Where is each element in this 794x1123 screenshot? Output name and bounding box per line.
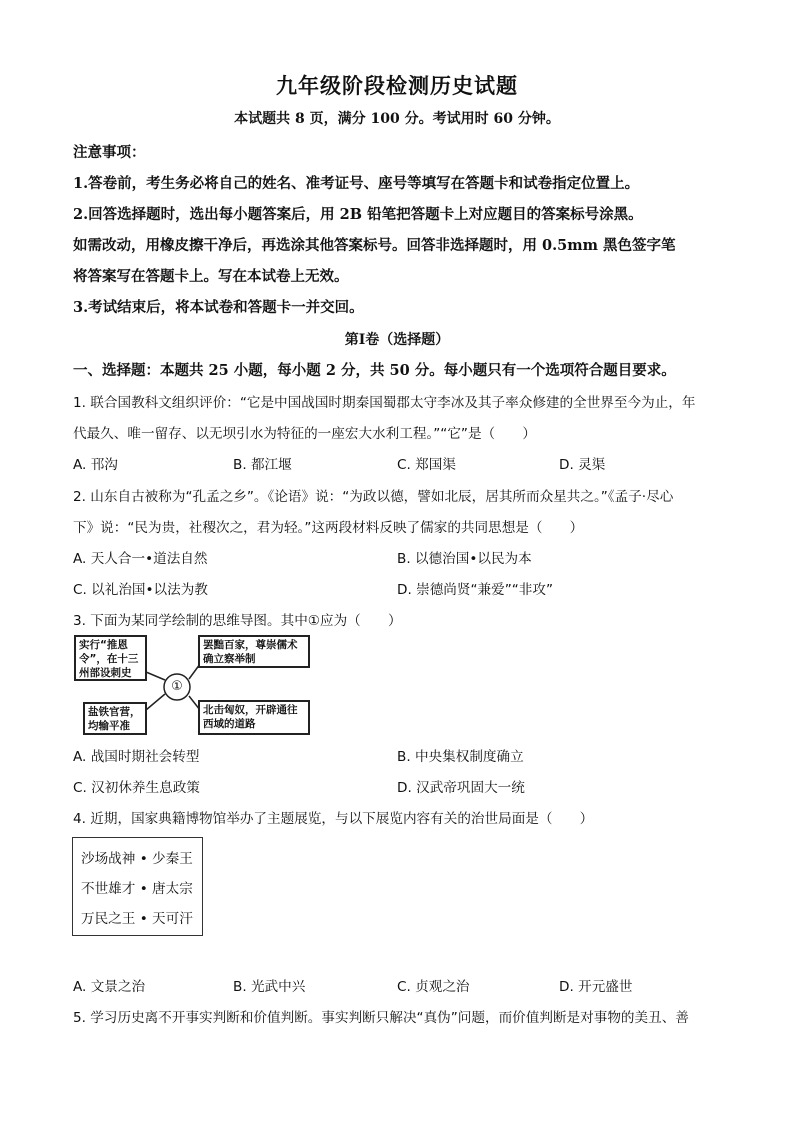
exam-info: 本试题共 8 页，满分 100 分。考试用时 60 分钟。 — [234, 111, 560, 127]
question-1-line: 1. 联合国教科文组织评价：“它是中国战国时期秦国蜀郡太守李冰及其子率众修建的全世界至今为止，年 — [73, 395, 696, 411]
option-d: D. 灵渠 — [559, 457, 606, 473]
mind-map — [73, 634, 311, 738]
exhibition-box — [72, 837, 203, 936]
option-a: A. 天人合一•道法自然 — [73, 551, 208, 567]
question-2-line: 下》说：“民为贵，社稷次之，君为轻。”这两段材料反映了儒家的共同思想是（ ） — [73, 520, 584, 536]
option-c: C. 郑国渠 — [397, 457, 456, 473]
note-line: 1.答卷前，考生务必将自己的姓名、准考证号、座号等填写在答题卡和试卷指定位置上。 — [73, 175, 640, 192]
note-line: 2.回答选择题时，选出每小题答案后，用 2B 铅笔把答题卡上对应题目的答案标号涂黑。 — [73, 206, 643, 223]
note-line: 3.考试结束后，将本试卷和答题卡一并交回。 — [73, 299, 364, 316]
mindmap-node-top-left: 实行“推恩令”，在十三州部设刺史 — [74, 635, 147, 681]
exhibition-line: 不世雄才 • 唐太宗 — [81, 881, 193, 897]
page-title: 九年级阶段检测历史试题 — [276, 74, 518, 98]
section-title: 第Ⅰ卷（选择题） — [344, 332, 450, 348]
option-b: B. 都江堰 — [233, 457, 292, 473]
mindmap-node-bottom-right: 北击匈奴，开辟通往西域的道路 — [198, 700, 310, 735]
option-c: C. 汉初休养生息政策 — [73, 780, 200, 796]
option-b: B. 光武中兴 — [233, 979, 306, 995]
option-a: A. 战国时期社会转型 — [73, 749, 200, 765]
option-b: B. 中央集权制度确立 — [397, 749, 524, 765]
notes-heading: 注意事项： — [73, 144, 146, 161]
option-d: D. 崇德尚贤“兼爱”“非攻” — [397, 582, 554, 598]
note-line: 如需改动，用橡皮擦干净后，再选涂其他答案标号。回答非选择题时，用 0.5mm 黑色签字笔 — [73, 237, 676, 254]
option-a: A. 文景之治 — [73, 979, 146, 995]
question-3-line: 3. 下面为某同学绘制的思维导图。其中①应为（ ） — [73, 613, 402, 629]
mindmap-node-top-right: 罢黜百家，尊崇儒术确立察举制 — [198, 635, 310, 668]
note-line: 将答案写在答题卡上。写在本试卷上无效。 — [73, 268, 349, 285]
option-b: B. 以德治国•以民为本 — [397, 551, 532, 567]
question-5-line: 5. 学习历史离不开事实判断和价值判断。事实判断只解决“真伪”问题，而价值判断是对事物的美丑、善 — [73, 1010, 689, 1026]
option-c: C. 以礼治国•以法为教 — [73, 582, 208, 598]
question-4-line: 4. 近期，国家典籍博物馆举办了主题展览，与以下展览内容有关的治世局面是（ ） — [73, 811, 594, 827]
exhibition-line: 沙场战神 • 少秦王 — [81, 851, 193, 867]
mindmap-center: ① — [171, 679, 183, 694]
section-instruction: 一、选择题：本题共 25 小题，每小题 2 分，共 50 分。每小题只有一个选项符合题目要求。 — [73, 362, 676, 379]
exhibition-line: 万民之王 • 天可汗 — [81, 911, 193, 927]
question-2-line: 2. 山东自古被称为“孔孟之乡”。《论语》说：“为政以德，譬如北辰，居其所而众星共之。”《孟子·尽心 — [73, 489, 674, 505]
question-1-line: 代最久、唯一留存、以无坝引水为特征的一座宏大水利工程。”“它”是（ ） — [73, 426, 536, 442]
option-c: C. 贞观之治 — [397, 979, 470, 995]
option-a: A. 邗沟 — [73, 457, 118, 473]
option-d: D. 开元盛世 — [559, 979, 633, 995]
option-d: D. 汉武帝巩固大一统 — [397, 780, 525, 796]
mindmap-node-bottom-left: 盐铁官营，均输平准 — [83, 702, 147, 735]
